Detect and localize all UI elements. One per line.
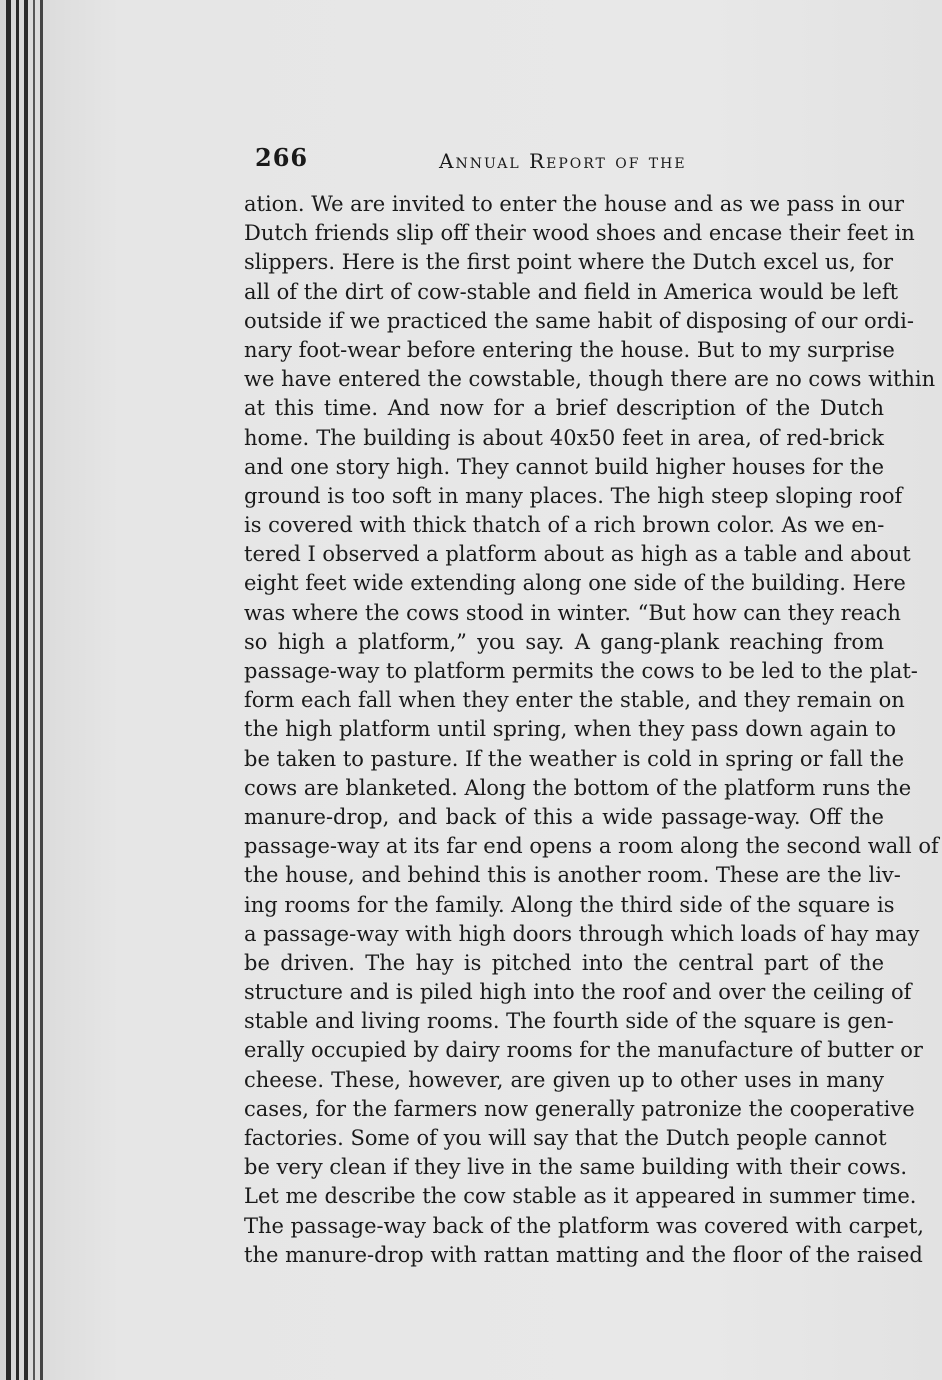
book-binding-edge [0,0,60,1380]
text-line: passage-way at its far end opens a room along the second wall of [244,834,939,859]
text-line: ation. We are invited to enter the house and as we pass in our [244,192,905,216]
text-line: the house, and behind this is another room. These are the liv- [244,863,901,888]
text-line: eight feet wide extending along one side of the building. Here [244,571,906,596]
text-line: structure and is piled high into the roof and over the ceiling of [244,980,912,1005]
text-line: cheese. These, however, are given up to other uses in many [244,1067,884,1092]
text-line: nary foot-wear before entering the house. But to my surprise [244,337,895,362]
text-line: a passage-way with high doors through which loads of hay may [244,921,920,946]
text-line: tered I observed a platform about as high as a table and about [244,542,911,567]
text-line: at this time. And now for a brief description of the Dutch [244,396,884,421]
binding-line [33,0,35,1380]
text-line: erally occupied by dairy rooms for the manufacture of butter or [244,1038,923,1063]
text-line: be very clean if they live in the same building with their cows. [244,1155,908,1180]
binding-line [6,0,11,1380]
text-line: is covered with thick thatch of a rich brown color. As we en- [244,513,885,538]
text-line: home. The building is about 40x50 feet in area, of red-brick [244,425,884,450]
text-line: passage-way to platform permits the cows to be led to the plat- [244,659,918,683]
text-line: Dutch friends slip off their wood shoes and encase their feet in [244,221,915,246]
text-line: cases, for the farmers now generally patronize the cooperative [244,1096,915,1121]
text-line: cows are blanketed. Along the bottom of the platform runs the [244,775,912,800]
text-line: Let me describe the cow stable as it appeared in summer time. [244,1184,917,1209]
text-line: be taken to pasture. If the weather is cold in spring or fall the [244,746,905,771]
page-header [255,135,895,175]
text-line: and one story high. They cannot build higher houses for the [244,454,884,479]
text-line: factories. Some of you will say that the Dutch people cannot [244,1126,887,1150]
text-line: the manure-drop with rattan matting and the floor of the raised [244,1242,923,1267]
text-line: all of the dirt of cow-stable and field in America would be left [244,279,899,304]
text-line: so high a platform,” you say. A gang-plank reaching from [244,629,884,654]
text-line: form each fall when they enter the stable, and they remain on [244,688,905,713]
running-head: Annual Report of the [439,149,687,173]
text-line: the high platform until spring, when they pass down again to [244,717,896,742]
text-line: slippers. Here is the first point where the Dutch excel us, for [244,250,894,275]
text-line: stable and living rooms. The fourth side of the square is gen- [244,1009,894,1034]
page-number: 266 [255,143,309,172]
binding-line [24,0,28,1380]
binding-line [16,0,19,1380]
text-line: outside if we practiced the same habit of disposing of our ordi- [244,308,914,333]
text-line: ground is too soft in many places. The high steep sloping roof [244,483,903,508]
binding-line [40,0,43,1380]
text-line: be driven. The hay is pitched into the central part of the [244,950,884,975]
body-text [244,190,939,1270]
text-line: ing rooms for the family. Along the third side of the square is [244,892,895,917]
text-line: we have entered the cowstable, though there are no cows within [244,367,936,392]
text-line: manure-drop, and back of this a wide passage-way. Off the [244,804,884,829]
text-line: was where the cows stood in winter. “But how can they reach [244,600,901,625]
text-line: The passage-way back of the platform was covered with carpet, [244,1213,924,1238]
